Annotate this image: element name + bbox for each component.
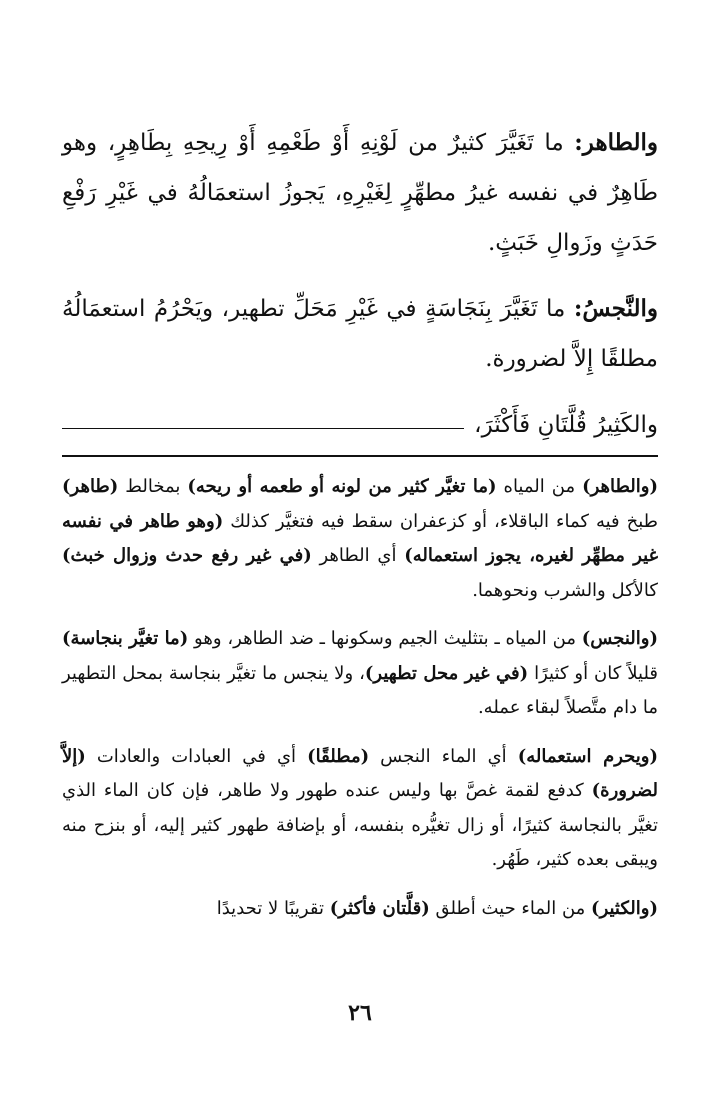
sharh-quoted-matn: (ويحرم استعماله) bbox=[517, 745, 658, 767]
sharh-quoted-matn: (والكثير) bbox=[591, 897, 658, 919]
section-divider bbox=[62, 455, 658, 457]
sharh-text: تقريبًا لا تحديدًا bbox=[216, 897, 330, 919]
sharh-text: من الماء حيث أطلق bbox=[429, 897, 592, 919]
sharh-text: أي الماء النجس bbox=[369, 745, 518, 767]
sharh-text: قليلاً كان أو كثيرًا bbox=[528, 662, 659, 684]
matn bbox=[62, 118, 658, 450]
sharh-quoted-matn: (مطلقًا) bbox=[307, 745, 370, 767]
sharh-text: كالأكل والشرب ونحوهما. bbox=[472, 579, 658, 601]
matn-text-block bbox=[62, 118, 658, 450]
matn-paragraph-najis bbox=[62, 284, 658, 384]
sharh-quoted-matn: (ما تغيَّر بنجاسة) bbox=[62, 628, 189, 649]
continuation-rule bbox=[62, 428, 464, 429]
sharh-paragraph bbox=[62, 622, 658, 726]
sharh-quoted-matn: (في غير رفع حدث وزوال خبث) bbox=[62, 545, 312, 566]
sharh-text: كدفع لقمة غصَّ بها وليس عنده طهور ولا طاهر، فإن كان الماء الذي تغيَّر بالنجاسة كثيرًا، أو زال تغيُّره بنفسه، أو بإضافة طهور كثير إليه، أو بنزح منه ويبقى بعده كثير، طَهُر. bbox=[62, 780, 658, 870]
sharh-paragraph bbox=[62, 892, 658, 927]
sharh-quoted-matn: (طاهر) bbox=[62, 476, 119, 497]
page-number: ٢٦ bbox=[348, 1000, 372, 1026]
matn-text-tahir: ما تَغَيَّرَ كثيرٌ من لَوْنِهِ أَوْ طَعْمِهِ أَوْ رِيحِهِ بِطَاهِرٍ، وهو طَاهِرٌ في نفسه غيرُ مطهِّرٍ لِغَيْرِهِ، يَجوزُ استعمَالُهُ في غَيْرِ رَفْعِ حَدَثٍ وزَوالِ خَبَثٍ. bbox=[62, 130, 658, 256]
sharh-quoted-matn: (وهو طاهر في نفسه غير مطهِّر لغيره، يجوز استعماله) bbox=[62, 510, 658, 566]
sharh-quoted-matn: (قلَّتان فأكثر) bbox=[329, 897, 430, 919]
sharh-text: أي في العبادات والعادات bbox=[85, 745, 308, 767]
matn-paragraph-tahir bbox=[62, 118, 658, 268]
matn-text-kathir: والكَثِيرُ قُلَّتَانِ فَأَكْثَرَ، bbox=[474, 412, 658, 438]
sharh-quoted-matn: (إلاَّ لضرورة) bbox=[62, 745, 658, 801]
sharh-text: من المياه ـ بتثليث الجيم وسكونها ـ ضد الطاهر، وهو bbox=[188, 628, 582, 649]
sharh-commentary bbox=[62, 470, 658, 940]
sharh-paragraph bbox=[62, 470, 658, 608]
sharh-quoted-matn: (والنجس) bbox=[581, 628, 658, 649]
matn-text-najis: ما تَغَيَّرَ بِنَجَاسَةٍ في غَيْرِ مَحَلِّ تطهير، ويَحْرُمُ استعمَالُهُ مطلقًا إِلاَّ لضرورة. bbox=[62, 296, 658, 372]
sharh-text: من المياه bbox=[496, 476, 583, 497]
sharh-text: أي الطاهر bbox=[311, 545, 405, 566]
sharh-text: بمخالط bbox=[118, 476, 188, 497]
sharh-quoted-matn: (ما تغيَّر كثير من لونه أو طعمه أو ريحه) bbox=[187, 476, 497, 497]
sharh-text: ، ولا ينجس ما تغيَّر بنجاسة بمحل التطهير ما دام متَّصلاً لبقاء عمله. bbox=[62, 662, 658, 718]
sharh-quoted-matn: (في غير محل تطهير) bbox=[364, 662, 529, 684]
matn-term-najis: والنَّجسُ: bbox=[573, 295, 659, 322]
sharh-paragraph bbox=[62, 740, 658, 878]
matn-paragraph-kathir bbox=[62, 400, 658, 450]
matn-term-tahir: والطاهر: bbox=[574, 129, 658, 156]
sharh-quoted-matn: (والطاهر) bbox=[582, 476, 658, 497]
sharh-text: طبخ فيه كماء الباقلاء، أو كزعفران سقط فيه فتغيَّر كذلك bbox=[223, 510, 658, 532]
